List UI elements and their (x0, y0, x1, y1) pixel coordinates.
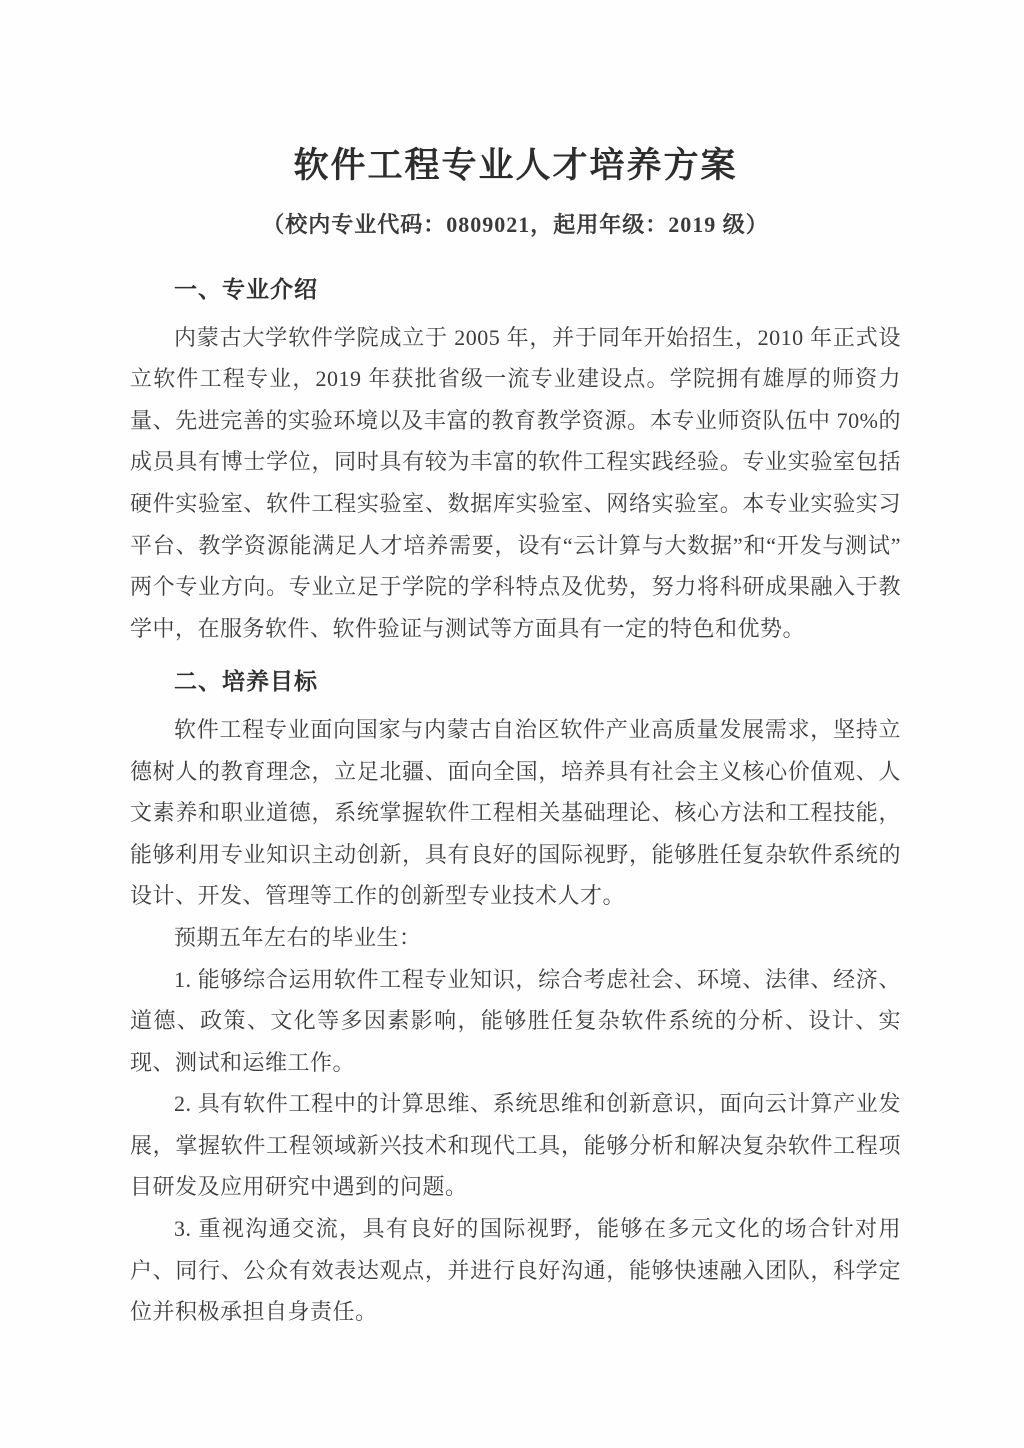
section-heading-major-introduction: 一、专业介绍 (174, 276, 318, 302)
paragraph-training-objectives-overview: 软件工程专业面向国家与内蒙古自治区软件产业高质量发展需求，坚持立德树人的教育理念，立足北疆、面向全国，培养具有社会主义核心价值观、人文素养和职业道德，系统掌握软件工程相关基础理论、核心方法和工程技能，能够利用专业知识主动创新，具有良好的国际视野，能够胜任复杂软件系统的设计、开发、管理等工作的创新型专业技术人才。 (130, 716, 901, 909)
paragraph-objective-3: 3. 重视沟通交流，具有良好的国际视野，能够在多元文化的场合针对用户、同行、公众有效表达观点，并进行良好沟通，能够快速融入团队，科学定位并积极承担自身责任。 (130, 1216, 901, 1325)
section-training-objectives (130, 661, 901, 1333)
section-heading-training-objectives: 二、培养目标 (174, 668, 318, 695)
paragraph-objective-2: 2. 具有软件工程中的计算思维、系统思维和创新意识，面向云计算产业发展，掌握软件工程领域新兴技术和现代工具，能够分析和解决复杂软件工程项目研发及应用研究中遇到的问题。 (130, 1091, 901, 1200)
paragraph-major-introduction: 内蒙古大学软件学院成立于 2005 年，并于同年开始招生，2010 年正式设立软件工程专业，2019 年获批省级一流专业建设点。学院拥有雄厚的师资力量、先进完善的实验环境以及丰富的教育教学资源。本专业师资队伍中 70%的成员具有博士学位，同时具有较为丰富的软件工程实践经验。专业实验室包括硬件实验室、软件工程实验室、数据库实验室、网络实验室。本专业实验实习平台、教学资源能满足人才培养需要，设有“云计算与大数据”和“开发与测试”两个专业方向。专业立足于学院的学科特点及优势，努力将科研成果融入于教学中，在服务软件、软件验证与测试等方面具有一定的特色和优势。 (130, 324, 901, 641)
document-subtitle: （校内专业代码：0809021，起用年级：2019 级） (262, 212, 769, 237)
paragraph-objective-1: 1. 能够综合运用软件工程专业知识，综合考虑社会、环境、法律、经济、道德、政策、文化等多因素影响，能够胜任复杂软件系统的分析、设计、实现、测试和运维工作。 (130, 966, 901, 1075)
section-major-introduction (130, 269, 901, 649)
document-title: 软件工程专业人才培养方案 (293, 146, 738, 185)
paragraph-graduates-expectation-lead: 预期五年左右的毕业生： (174, 924, 422, 950)
